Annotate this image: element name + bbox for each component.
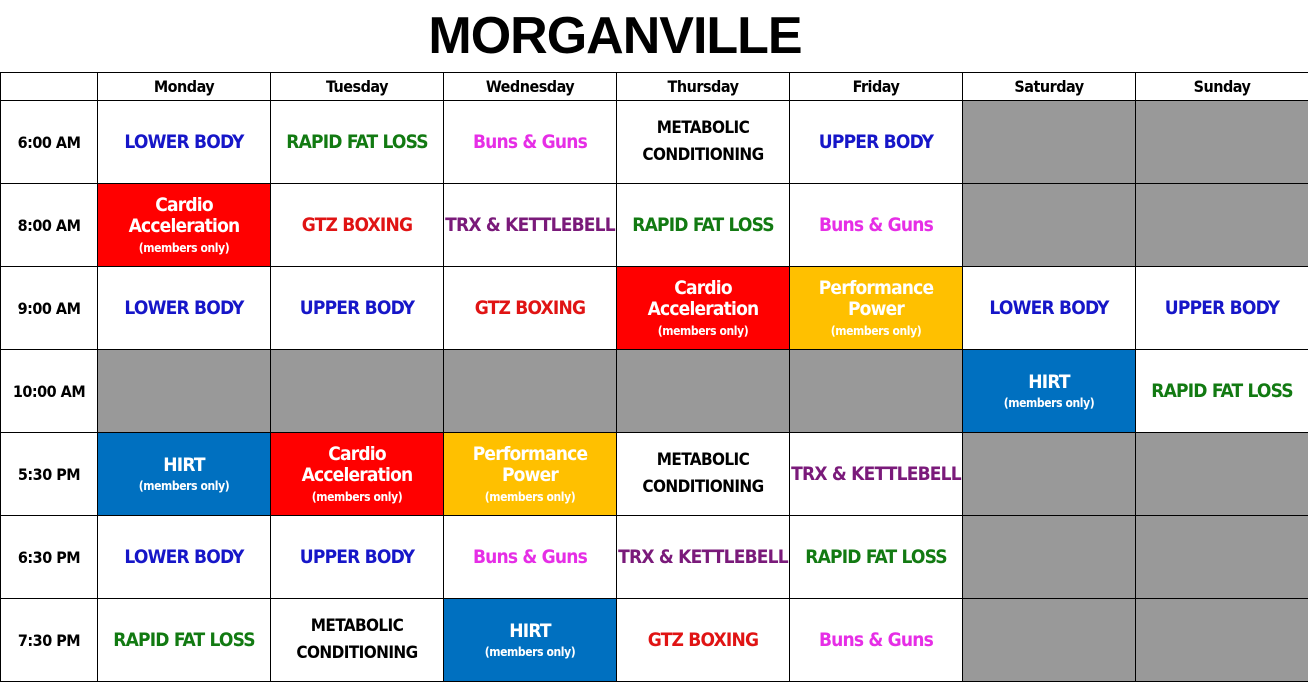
class-content bbox=[790, 278, 962, 338]
class-content bbox=[271, 298, 443, 319]
class-cell bbox=[271, 516, 444, 599]
day-header: Tuesday bbox=[271, 73, 444, 101]
class-content bbox=[617, 115, 789, 169]
class-cell bbox=[444, 267, 617, 350]
day-header: Sunday bbox=[1136, 73, 1308, 101]
header-row bbox=[1, 73, 1308, 101]
schedule-row bbox=[1, 267, 1308, 350]
members-only-note: (members only) bbox=[484, 489, 576, 504]
class-content bbox=[617, 278, 789, 338]
class-content bbox=[444, 621, 616, 660]
class-name: RAPID FAT LOSS bbox=[1151, 379, 1293, 402]
class-name: UPPER BODY bbox=[299, 545, 415, 568]
class-content bbox=[444, 444, 616, 504]
empty-slot bbox=[963, 433, 1136, 516]
class-name: TRX & KETTLEBELL bbox=[791, 462, 961, 485]
class-content bbox=[790, 215, 962, 236]
class-content bbox=[617, 215, 789, 236]
class-content bbox=[98, 455, 270, 494]
class-content bbox=[790, 547, 962, 568]
class-name: METABOLIC bbox=[656, 450, 750, 470]
empty-slot bbox=[1136, 433, 1308, 516]
day-header: Thursday bbox=[617, 73, 790, 101]
time-label: 6:30 PM bbox=[1, 516, 98, 599]
class-content bbox=[444, 132, 616, 153]
class-cell bbox=[790, 433, 963, 516]
empty-slot bbox=[1136, 101, 1308, 184]
members-only-note: (members only) bbox=[830, 323, 922, 338]
class-name: Buns & Guns bbox=[818, 628, 934, 651]
class-content bbox=[790, 630, 962, 651]
class-content bbox=[271, 547, 443, 568]
class-name: RAPID FAT LOSS bbox=[286, 130, 428, 153]
class-name: TRX & KETTLEBELL bbox=[445, 213, 615, 236]
members-only-note: (members only) bbox=[311, 489, 403, 504]
day-header: Monday bbox=[98, 73, 271, 101]
class-cell bbox=[98, 184, 271, 267]
empty-slot bbox=[98, 350, 271, 433]
class-cell bbox=[271, 433, 444, 516]
class-cell bbox=[98, 599, 271, 682]
corner-cell bbox=[1, 73, 98, 101]
class-cell bbox=[444, 516, 617, 599]
members-only-note: (members only) bbox=[138, 479, 230, 494]
class-content bbox=[98, 195, 270, 255]
empty-slot bbox=[963, 184, 1136, 267]
time-label: 10:00 AM bbox=[1, 350, 98, 433]
class-cell bbox=[444, 184, 617, 267]
class-cell bbox=[1136, 267, 1308, 350]
class-name: GTZ BOXING bbox=[301, 213, 413, 236]
members-only-note: (members only) bbox=[484, 645, 576, 660]
class-name: Buns & Guns bbox=[472, 545, 588, 568]
class-cell bbox=[617, 433, 790, 516]
class-content bbox=[617, 630, 789, 651]
class-cell bbox=[271, 101, 444, 184]
class-content bbox=[98, 547, 270, 568]
class-cell bbox=[617, 267, 790, 350]
class-name: CONDITIONING bbox=[296, 643, 418, 663]
day-header: Wednesday bbox=[444, 73, 617, 101]
class-cell bbox=[271, 599, 444, 682]
class-name: UPPER BODY bbox=[1164, 296, 1280, 319]
class-cell bbox=[963, 267, 1136, 350]
class-name: LOWER BODY bbox=[989, 296, 1109, 319]
class-cell bbox=[444, 433, 617, 516]
members-only-note: (members only) bbox=[138, 240, 230, 255]
empty-slot bbox=[790, 350, 963, 433]
page-title: MORGANVILLE bbox=[428, 7, 802, 65]
class-name: Cardio Acceleration bbox=[301, 443, 413, 486]
empty-slot bbox=[963, 516, 1136, 599]
time-label: 6:00 AM bbox=[1, 101, 98, 184]
empty-slot bbox=[1136, 184, 1308, 267]
class-cell bbox=[617, 599, 790, 682]
empty-slot bbox=[1136, 599, 1308, 682]
schedule-body bbox=[1, 73, 1308, 682]
schedule-row bbox=[1, 433, 1308, 516]
class-cell bbox=[617, 101, 790, 184]
class-content bbox=[271, 215, 443, 236]
class-cell bbox=[271, 184, 444, 267]
empty-slot bbox=[444, 350, 617, 433]
class-content bbox=[98, 298, 270, 319]
class-cell bbox=[617, 516, 790, 599]
class-content bbox=[963, 372, 1135, 411]
class-cell bbox=[98, 516, 271, 599]
class-content bbox=[963, 298, 1135, 319]
class-content bbox=[271, 613, 443, 667]
class-content bbox=[444, 547, 616, 568]
schedule-row bbox=[1, 350, 1308, 433]
class-cell bbox=[790, 516, 963, 599]
class-name: RAPID FAT LOSS bbox=[113, 628, 255, 651]
class-name: GTZ BOXING bbox=[474, 296, 586, 319]
class-cell bbox=[271, 267, 444, 350]
class-name: METABOLIC bbox=[310, 616, 404, 636]
time-label: 5:30 PM bbox=[1, 433, 98, 516]
class-content bbox=[617, 547, 789, 568]
class-cell bbox=[1136, 350, 1308, 433]
class-content bbox=[444, 298, 616, 319]
class-name: Performance Power bbox=[818, 277, 934, 320]
class-content bbox=[790, 132, 962, 153]
class-name: RAPID FAT LOSS bbox=[805, 545, 947, 568]
class-name: Buns & Guns bbox=[818, 213, 934, 236]
day-header: Friday bbox=[790, 73, 963, 101]
class-content bbox=[271, 444, 443, 504]
class-cell bbox=[790, 599, 963, 682]
class-cell bbox=[444, 101, 617, 184]
members-only-note: (members only) bbox=[1003, 396, 1095, 411]
class-name: UPPER BODY bbox=[299, 296, 415, 319]
class-content bbox=[790, 464, 962, 485]
class-name: RAPID FAT LOSS bbox=[632, 213, 774, 236]
class-name: Cardio Acceleration bbox=[128, 194, 240, 237]
class-name: Buns & Guns bbox=[472, 130, 588, 153]
class-name: UPPER BODY bbox=[818, 130, 934, 153]
empty-slot bbox=[617, 350, 790, 433]
schedule-row bbox=[1, 516, 1308, 599]
time-label: 9:00 AM bbox=[1, 267, 98, 350]
class-cell bbox=[790, 184, 963, 267]
class-name: HIRT bbox=[163, 453, 205, 476]
schedule-table bbox=[0, 72, 1308, 682]
schedule-row bbox=[1, 184, 1308, 267]
class-name: Cardio Acceleration bbox=[647, 277, 759, 320]
class-name: METABOLIC bbox=[656, 118, 750, 138]
class-cell bbox=[617, 184, 790, 267]
class-name: GTZ BOXING bbox=[647, 628, 759, 651]
class-name: LOWER BODY bbox=[124, 296, 244, 319]
class-content bbox=[1136, 381, 1308, 402]
class-content bbox=[617, 447, 789, 501]
class-name: LOWER BODY bbox=[124, 545, 244, 568]
class-name: CONDITIONING bbox=[642, 477, 764, 497]
class-content bbox=[271, 132, 443, 153]
day-header: Saturday bbox=[963, 73, 1136, 101]
class-content bbox=[444, 215, 616, 236]
time-label: 7:30 PM bbox=[1, 599, 98, 682]
class-cell bbox=[790, 267, 963, 350]
class-name: TRX & KETTLEBELL bbox=[618, 545, 788, 568]
empty-slot bbox=[963, 101, 1136, 184]
time-label: 8:00 AM bbox=[1, 184, 98, 267]
class-content bbox=[98, 630, 270, 651]
members-only-note: (members only) bbox=[657, 323, 749, 338]
class-content bbox=[98, 132, 270, 153]
class-cell bbox=[98, 101, 271, 184]
class-cell bbox=[444, 599, 617, 682]
class-cell bbox=[98, 267, 271, 350]
class-cell bbox=[790, 101, 963, 184]
schedule-row bbox=[1, 101, 1308, 184]
empty-slot bbox=[271, 350, 444, 433]
class-name: HIRT bbox=[1028, 370, 1070, 393]
class-content bbox=[1136, 298, 1308, 319]
class-name: HIRT bbox=[509, 619, 551, 642]
class-cell bbox=[963, 350, 1136, 433]
class-name: Performance Power bbox=[472, 443, 588, 486]
empty-slot bbox=[963, 599, 1136, 682]
class-name: CONDITIONING bbox=[642, 145, 764, 165]
class-name: LOWER BODY bbox=[124, 130, 244, 153]
class-cell bbox=[98, 433, 271, 516]
schedule-row bbox=[1, 599, 1308, 682]
empty-slot bbox=[1136, 516, 1308, 599]
